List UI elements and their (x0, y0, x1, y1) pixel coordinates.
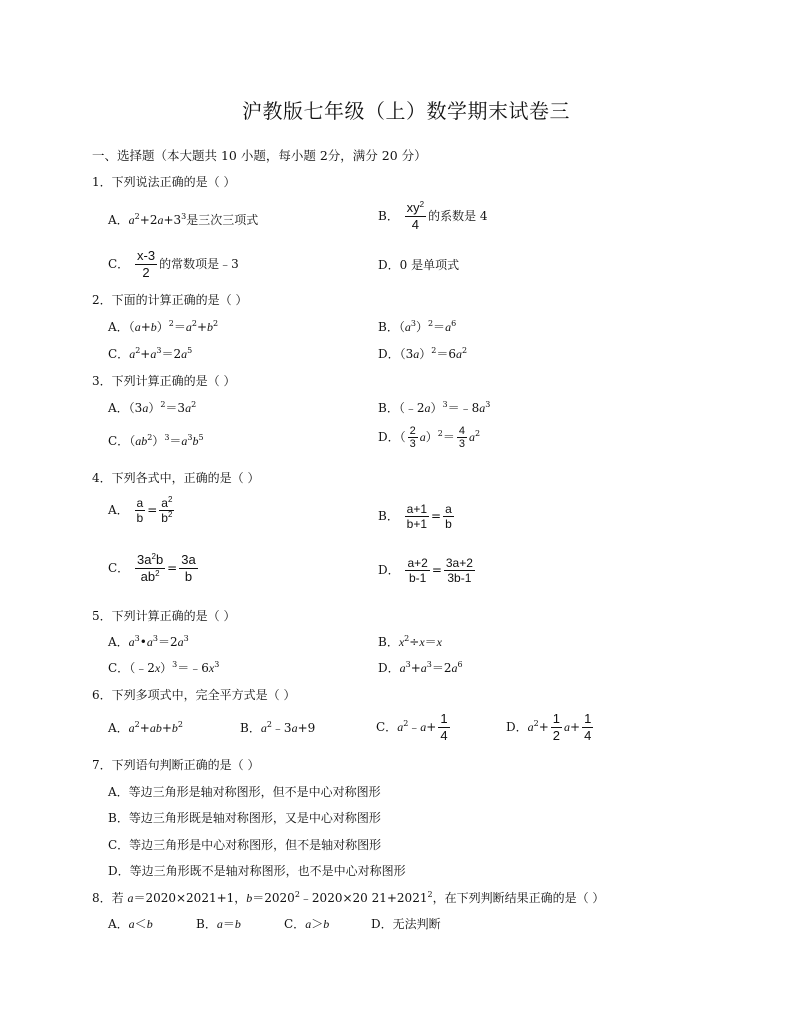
question-6-option-d: D．$a^2+$ $\frac{1}{2}$ a+ $\frac{1}{4}$ (506, 711, 592, 743)
q6-d-fraction-1: $\frac{1}{2}$ (552, 711, 561, 743)
question-3-option-b: B．$(﹣2a)^3=﹣8a^3$ (378, 400, 491, 415)
question-4-option-d: D． $\frac{a+2}{b-1}$ = $\frac{3a+2}{3b-1}$ (378, 556, 473, 585)
question-2-stem: 2．下面的计算正确的是（ ） (92, 293, 248, 307)
question-5-stem: 5．下列计算正确的是（ ） (92, 609, 236, 623)
q4-d-fraction-right: $\frac{3a+2}{3b-1}$ (445, 556, 473, 585)
question-7-option-c: C．等边三角形是中心对称图形，但不是轴对称图形 (108, 838, 382, 852)
q4-b-fraction-left: $\frac{a+1}{b+1}$ (406, 502, 428, 531)
question-7-option-d: D．等边三角形既不是轴对称图形，也不是中心对称图形 (108, 864, 406, 878)
question-3-option-d: D．（ $\frac{2}{3}$ a）$^2$＝ $\frac{4}{3}$ $a^2$ (378, 425, 481, 450)
question-1-stem: 1．下列说法正确的是（ ） (92, 175, 236, 189)
q1-b-fraction: $\frac{xy^2}{4}$ (406, 200, 425, 232)
question-5-option-d: D．$a^3+a^3=2a^6$ (378, 660, 463, 675)
question-2-option-c: C．$a^2+a^3=2a^5$ (108, 346, 193, 361)
q3-d-fraction-1: $\frac{2}{3}$ (409, 425, 416, 450)
q4-d-fraction-left: $\frac{a+2}{b-1}$ (407, 556, 428, 585)
q1-a-text: 是三次三项式 (186, 213, 259, 227)
question-4-option-c: C． $\frac{3a^2b}{ab^2}$ = $\frac{3a}{b}$ (108, 552, 196, 584)
question-4-option-a: A． $\frac{a}{b}$ = $\frac{a^2}{b^2}$ (108, 495, 173, 525)
question-6-option-a: A．$a^2+ab+b^2$ (108, 720, 183, 735)
question-6-stem: 6．下列多项式中，完全平方式是（ ） (92, 688, 296, 702)
q4-a-fraction-right: $\frac{a^2}{b^2}$ (161, 495, 173, 525)
question-5-option-c: C．$(﹣2x)^3=﹣6x^3$ (108, 660, 220, 675)
question-8-option-b: B．a＝b (196, 917, 241, 931)
page-title: 沪教版七年级（上）数学期末试卷三 (242, 99, 570, 123)
section-heading-choice: 一、选择题（本大题共 10 小题，每小题 2分，满分 20 分） (92, 148, 427, 163)
question-8-option-c: C．a＞b (284, 917, 330, 931)
question-6-option-c: C．$a^2﹣a+$ $\frac{1}{4}$ (376, 711, 448, 743)
question-2-option-d: D．$(3a)^2=6a^2$ (378, 346, 468, 361)
question-3-stem: 3．下列计算正确的是（ ） (92, 374, 236, 388)
q3-d-fraction-2: $\frac{4}{3}$ (458, 425, 466, 450)
q6-d-fraction-2: $\frac{1}{4}$ (584, 711, 592, 743)
question-7-option-a: A．等边三角形是轴对称图形，但不是中心对称图形 (108, 785, 381, 799)
question-3-option-c: C．$(ab^2)^3=a^3b^5$ (108, 433, 204, 448)
q4-c-fraction-right: $\frac{3a}{b}$ (181, 552, 196, 584)
question-4-option-b: B． $\frac{a+1}{b+1}$ = $\frac{a}{b}$ (378, 502, 452, 531)
question-2-option-b: B．$(a^3)^2=a^6$ (378, 319, 457, 334)
question-1-option-a: A．$a^2+2a+3^3$是三次三项式 (108, 212, 259, 227)
question-5-option-a: A．$a^3•a^3=2a^3$ (108, 634, 189, 649)
question-6-option-b: B．$a^2﹣3a+9$ (240, 720, 316, 735)
question-8-stem: 8．若 a＝2020×2021+1，$b=2020^2﹣2020\times 20$ $21+2021^2$，在下列判断结果正确的是（ ） (92, 890, 605, 905)
q4-b-fraction-right: $\frac{a}{b}$ (445, 502, 452, 531)
question-7-option-b: B．等边三角形既是轴对称图形，又是中心对称图形 (108, 811, 381, 825)
question-3-option-a: A．$(3a)^2=3a^2$ (108, 400, 197, 415)
question-1-option-d: D．0 是单项式 (378, 258, 460, 272)
question-7-stem: 7．下列语句判断正确的是（ ） (92, 758, 260, 772)
q6-c-fraction: $\frac{1}{4}$ (440, 711, 448, 743)
question-1-option-b: B． $\frac{xy^2}{4}$ 的系数是 4 (378, 200, 488, 232)
question-4-stem: 4．下列各式中，正确的是（ ） (92, 471, 260, 485)
question-1-option-c: C． $\frac{x-3}{2}$ 的常数项是﹣3 (108, 248, 239, 280)
question-5-option-b: B．$x^2\div x=x$ (378, 634, 442, 649)
q1-c-fraction: $\frac{x-3}{2}$ (137, 248, 156, 280)
question-8-option-a: A．a＜b (108, 917, 153, 931)
question-2-option-a: A．$(a+b)^2=a^2+b^2$ (108, 319, 219, 334)
question-8-option-d: D．无法判断 (371, 917, 441, 931)
q4-a-fraction-left: $\frac{a}{b}$ (136, 496, 144, 525)
q4-c-fraction-left: $\frac{3a^2b}{ab^2}$ (137, 552, 164, 584)
